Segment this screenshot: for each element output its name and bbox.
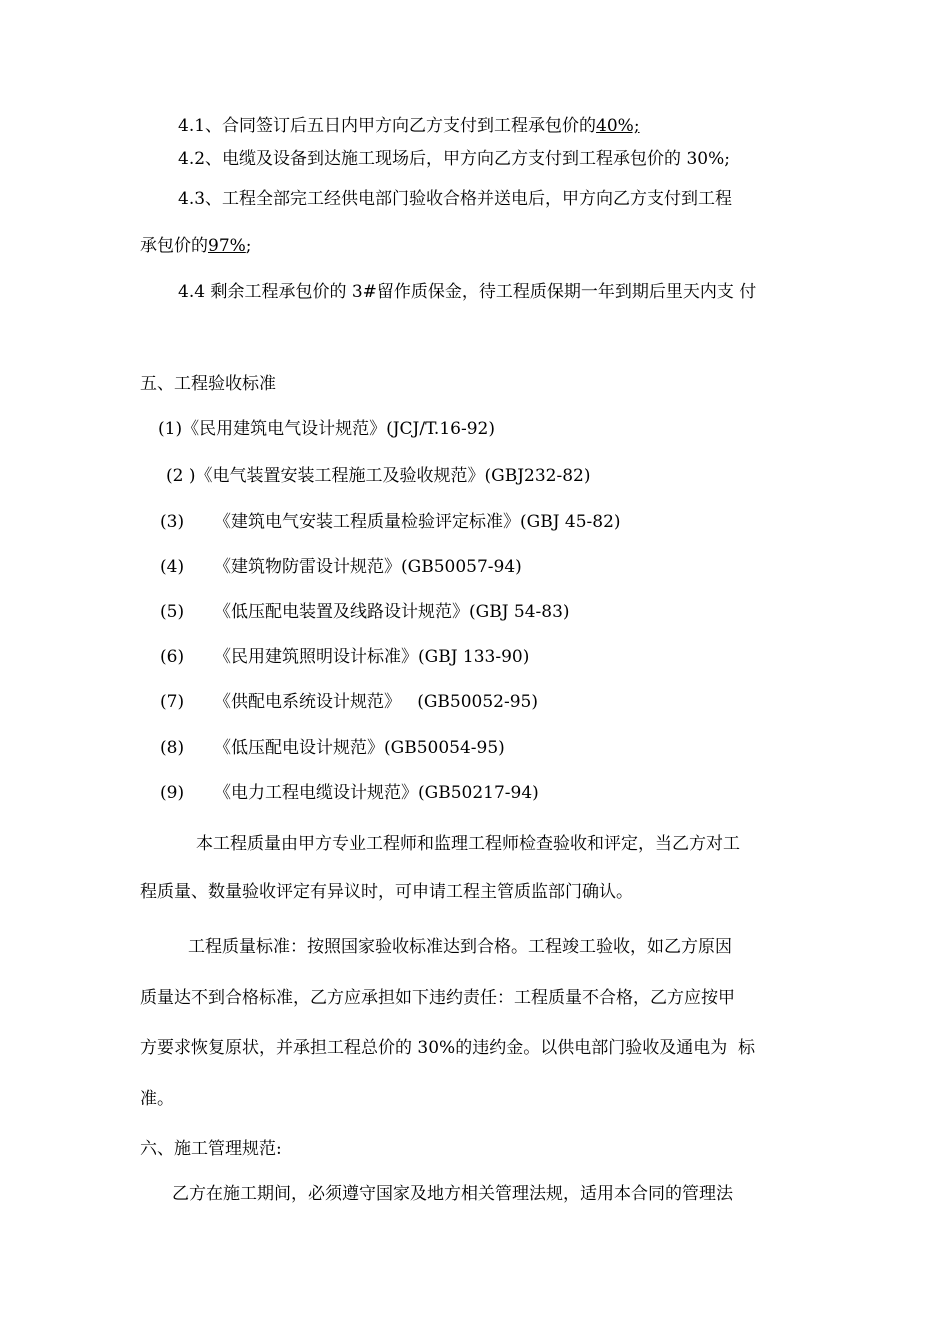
management-paragraph-line: 乙方在施工期间，必须遵守国家及地方相关管理法规，适用本合同的管理法 — [172, 1184, 733, 1204]
standard-item-num: (3) — [160, 512, 185, 532]
quality-standard-line: 方要求恢复原状，并承担工程总价的 30%的违约金。以供电部门验收及通电为 标 — [140, 1038, 755, 1058]
quality-standard-line: 质量达不到合格标准，乙方应承担如下违约责任：工程质量不合格，乙方应按甲 — [140, 988, 735, 1008]
standard-item-text: 《供配电系统设计规范》 (GB50052-95) — [214, 692, 539, 712]
standard-item-num: (8) — [160, 738, 185, 758]
quality-paragraph-line: 程质量、数量验收评定有异议时，可申请工程主管质监部门确认。 — [140, 882, 633, 902]
section-6-heading: 六、施工管理规范: — [140, 1139, 282, 1159]
standard-item-text: 《低压配电装置及线路设计规范》(GBJ 54-83) — [214, 602, 570, 622]
standard-item-num: (5) — [160, 602, 185, 622]
standard-item-num: (6) — [160, 647, 185, 667]
standard-item-text: 《建筑电气安装工程质量检验评定标准》(GBJ 45-82) — [214, 512, 621, 532]
quality-standard-line: 准。 — [140, 1089, 174, 1109]
standard-item-text: 《电力工程电缆设计规范》(GB50217-94) — [214, 783, 539, 803]
payment-clause-4-4: 4.4 剩余工程承包价的 3#留作质保金，待工程质保期一年到期后里天内支 付 — [178, 282, 757, 302]
standard-item-num: (9) — [160, 783, 185, 803]
standard-item-num: (7) — [160, 692, 185, 712]
quality-standard-line: 工程质量标准：按照国家验收标准达到合格。工程竣工验收，如乙方原因 — [188, 937, 732, 957]
standard-item-num: (4) — [160, 557, 185, 577]
underlined-percent: 97% — [208, 236, 246, 256]
standard-item-text: 《低压配电设计规范》(GB50054-95) — [214, 738, 505, 758]
standard-item-text: 《民用建筑照明设计标准》(GBJ 133-90) — [214, 647, 530, 667]
payment-clause-4-3-line-1: 4.3、工程全部完工经供电部门验收合格并送电后，甲方向乙方支付到工程 — [178, 189, 733, 209]
payment-clause-4-2: 4.2、电缆及设备到达施工现场后，甲方向乙方支付到工程承包价的 30%; — [178, 149, 730, 169]
standard-item-text: 《建筑物防雷设计规范》(GB50057-94) — [214, 557, 522, 577]
underlined-percent: 40%; — [596, 116, 640, 136]
standard-item: (2 )《电气装置安装工程施工及验收规范》(GBJ232-82) — [166, 466, 591, 486]
quality-paragraph-line: 本工程质量由甲方专业工程师和监理工程师检查验收和评定，当乙方对工 — [196, 834, 740, 854]
payment-clause-4-1: 4.1、合同签订后五日内甲方向乙方支付到工程承包价的40%; — [178, 116, 640, 136]
payment-clause-4-3-line-2: 承包价的97%; — [140, 236, 252, 256]
section-5-heading: 五、工程验收标准 — [140, 374, 276, 394]
standard-item: (1)《民用建筑电气设计规范》(JCJ/T.16-92) — [158, 419, 495, 439]
